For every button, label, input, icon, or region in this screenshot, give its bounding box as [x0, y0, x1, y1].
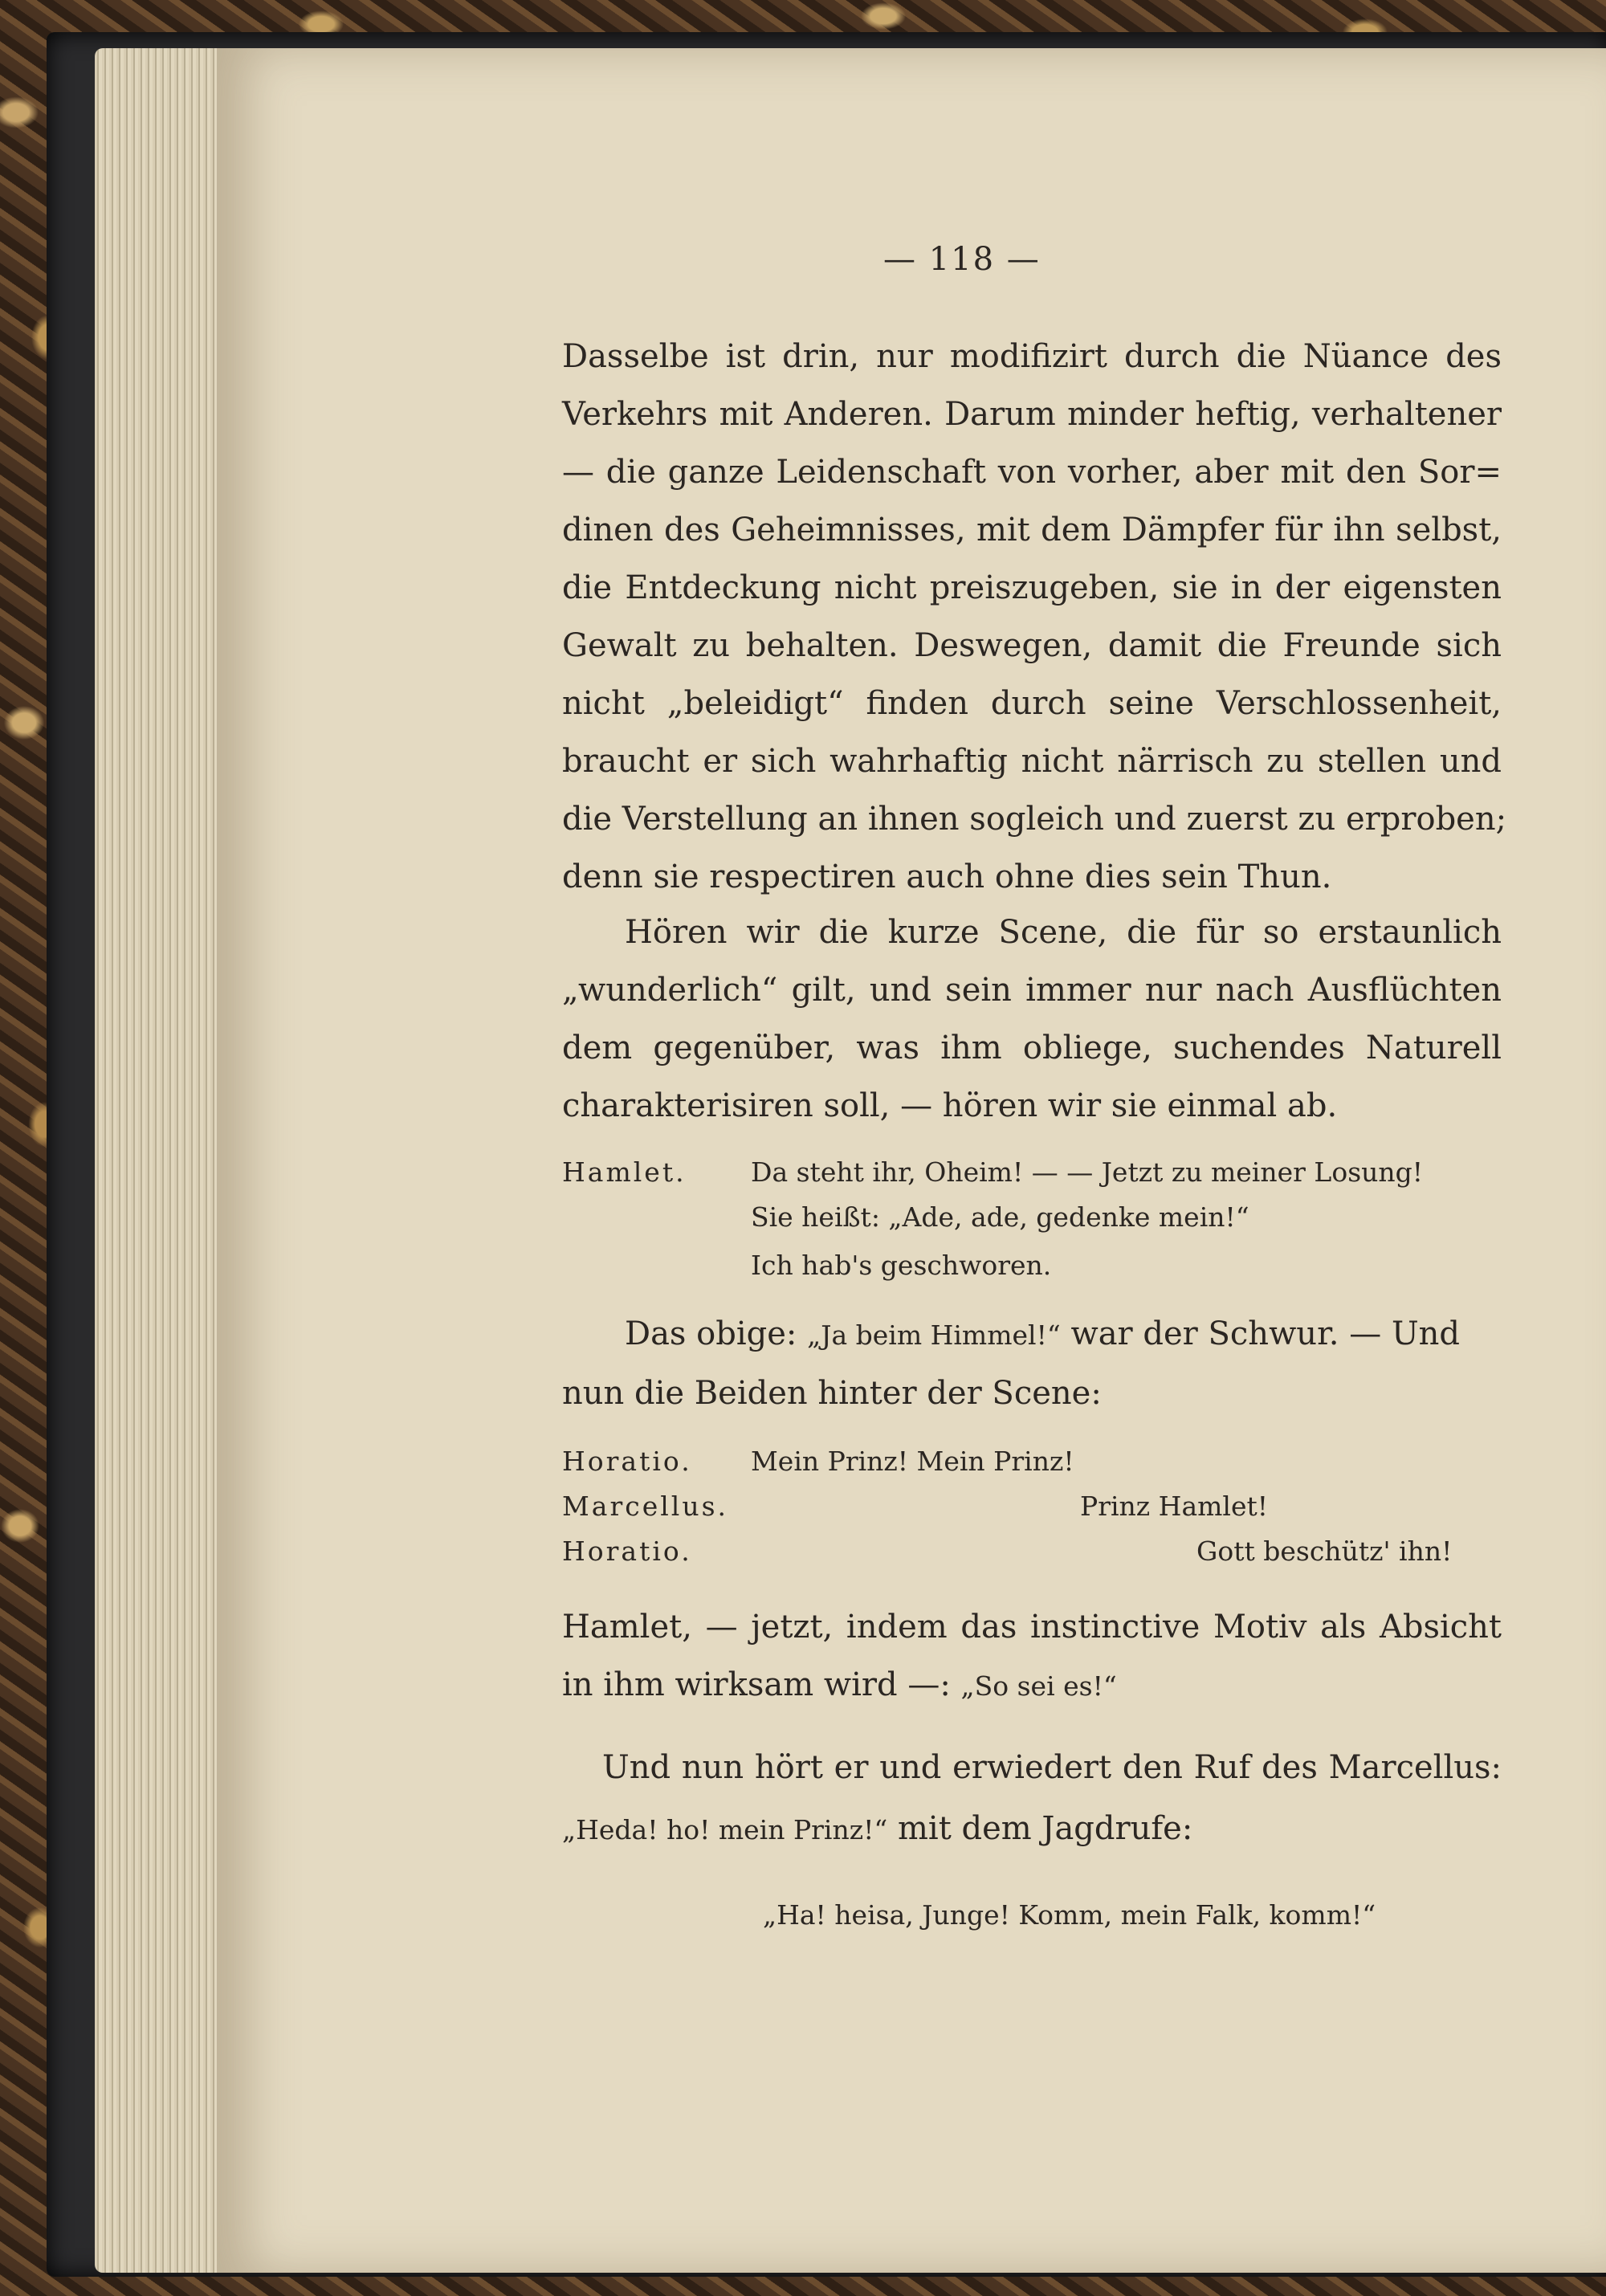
text-line: Hören wir die kurze Scene, die für so erstaunlich [625, 914, 1502, 951]
paragraph-4 [562, 1598, 1502, 1715]
text-line: nun die Beiden hinter der Scene: [562, 1375, 1102, 1412]
final-quote-block [562, 1899, 1510, 1944]
text-line: Gewalt zu behalten. Deswegen, damit die Freunde sich [562, 627, 1502, 664]
text-line: Dasselbe ist drin, nur modifizirt durch die Nüance des [562, 338, 1502, 375]
quote-span: „Heda! ho! mein Prinz!“ [562, 1814, 888, 1845]
text-line: dinen des Geheimnisses, mit dem Dämpfer für ihn selbst, [562, 512, 1502, 549]
text-line [562, 1796, 1502, 1862]
speaker-name: Marcellus. [562, 1491, 729, 1522]
text-span: Das obige: [625, 1315, 797, 1352]
text-line: Hamlet, — jetzt, indem das instinctive Motiv als Absicht [562, 1609, 1502, 1646]
speech-line: Da steht ihr, Oheim! — — Jetzt zu meiner Losung! [751, 1156, 1424, 1188]
text-span: mit dem Jagdrufe: [897, 1810, 1193, 1847]
text-span: war der Schwur. — Und [1070, 1315, 1461, 1352]
paragraph-3 [562, 1305, 1502, 1422]
speaker-name: Horatio. [562, 1535, 692, 1567]
hamlet-dialog [562, 1156, 1510, 1295]
text-line: Verkehrs mit Anderen. Darum minder heftig, verhaltener [562, 396, 1502, 433]
text-line: die Entdeckung nicht preiszugeben, sie in der eigensten [562, 569, 1502, 606]
paragraph-2 [562, 903, 1502, 1135]
text-line [562, 1305, 1502, 1364]
speaker-name: Horatio. [562, 1446, 692, 1477]
speech-line: Ich hab's geschworen. [751, 1250, 1052, 1281]
text-line: dem gegenüber, was ihm obliege, suchendes Naturell [562, 1030, 1502, 1066]
text-line: charakterisiren soll, — hören wir sie einmal ab. [562, 1087, 1338, 1124]
quote-span: „So sei es!“ [960, 1670, 1117, 1702]
text-line: Und nun hört er und erwiedert den Ruf des Marcellus: [602, 1749, 1502, 1786]
paragraph-1 [562, 328, 1507, 906]
page-number: — 118 — [883, 241, 1041, 278]
text-line: die Verstellung an ihnen sogleich und zuerst zu erproben; [562, 801, 1507, 838]
quote-span: „Ja beim Himmel!“ [807, 1319, 1061, 1351]
quote-line: „Ha! heisa, Junge! Komm, mein Falk, komm!“ [763, 1899, 1376, 1931]
text-line [562, 1656, 1502, 1715]
speech-line: Mein Prinz! Mein Prinz! [751, 1446, 1074, 1477]
text-line: „wunderlich“ gilt, und sein immer nur nach Ausflüchten [562, 972, 1502, 1009]
text-line: nicht „beleidigt“ finden durch seine Verschlossenheit, [562, 685, 1502, 722]
speech-line: Sie heißt: „Ade, ade, gedenke mein!“ [751, 1201, 1249, 1233]
scene-dialog [562, 1446, 1510, 1580]
speech-line: Prinz Hamlet! [1080, 1491, 1269, 1522]
paragraph-5 [562, 1739, 1502, 1862]
speaker-name: Hamlet. [562, 1156, 687, 1188]
text-span: in ihm wirksam wird —: [562, 1666, 951, 1703]
text-line: braucht er sich wahrhaftig nicht närrisch zu stellen und [562, 743, 1502, 780]
text-line: — die ganze Leidenschaft von vorher, aber mit den Sor= [562, 454, 1502, 491]
text-line: denn sie respectiren auch ohne dies sein Thun. [562, 858, 1332, 895]
speech-line: Gott beschütz' ihn! [1196, 1535, 1453, 1567]
